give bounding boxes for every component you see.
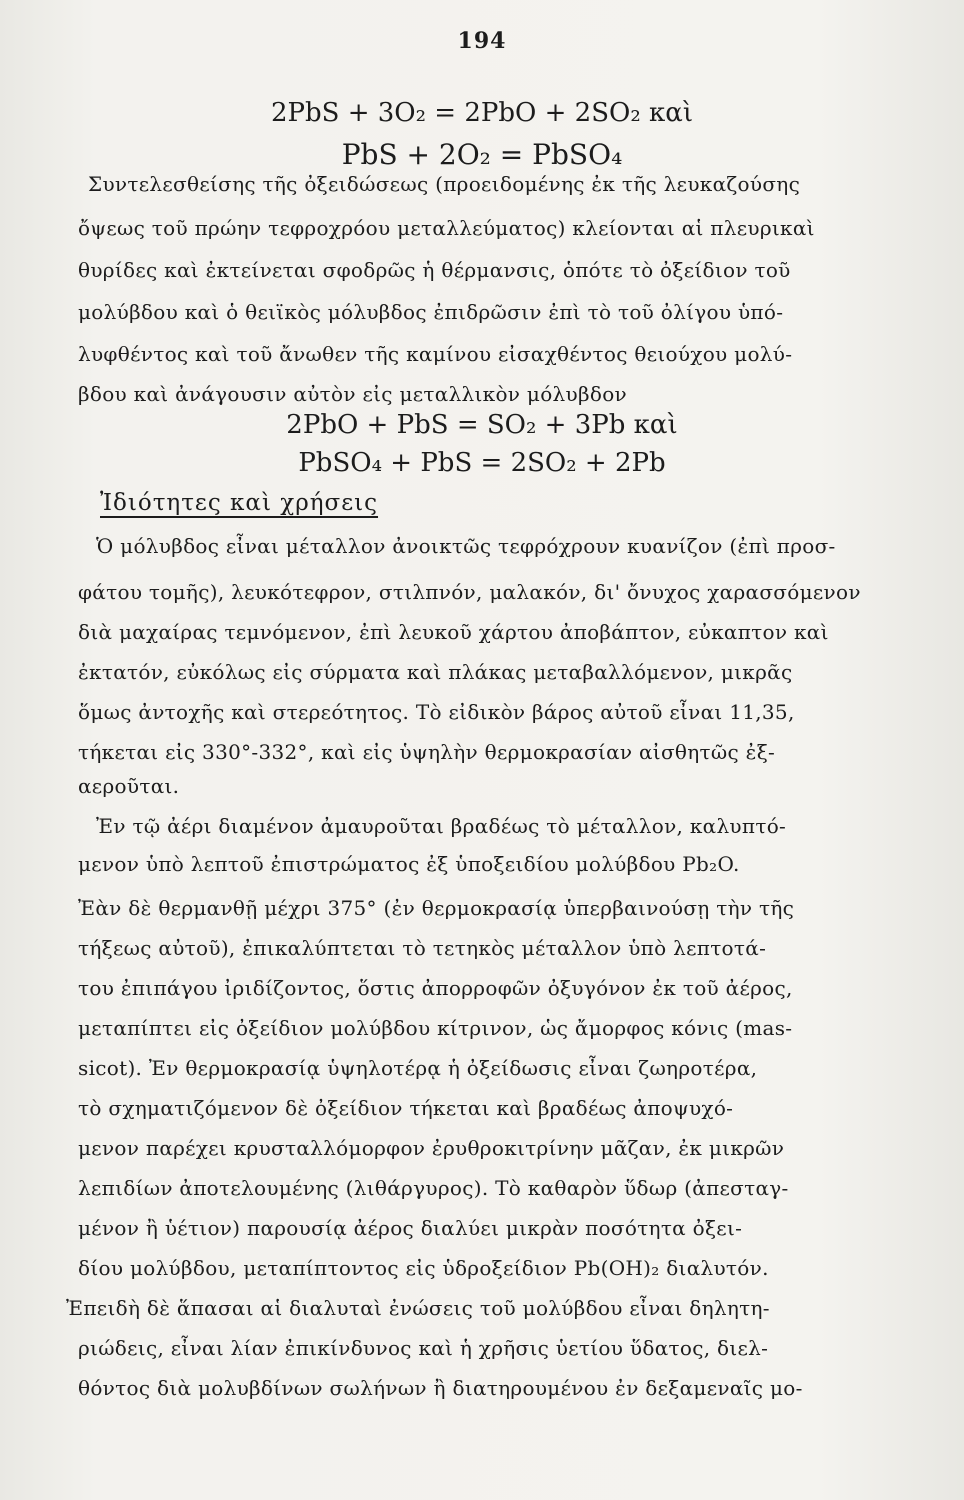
- text-line: Συντελεσθείσης τῆς ὀξειδώσεως (προειδομένης ἐκ τῆς λευκαζούσης: [88, 172, 801, 196]
- equation-reduction-2: PbSO₄ + PbS = 2SO₂ + 2Pb: [298, 448, 666, 478]
- text-line: ἐκτατόν, εὐκόλως εἰς σύρματα καὶ πλάκας μεταβαλλόμενον, μικρᾶς: [78, 660, 793, 684]
- text-line: Ἐπειδὴ δὲ ἅπασαι αἱ διαλυταὶ ἐνώσεις τοῦ μολύβδου εἶναι δηλητη-: [66, 1296, 770, 1320]
- text-line: Ἐν τῷ ἀέρι διαμένον ἀμαυροῦται βραδέως τὸ μέταλλον, καλυπτό-: [96, 814, 787, 838]
- text-line: φάτου τομῆς), λευκότεφρον, στιλπνόν, μαλακόν, δι' ὄνυχος χαρασσόμενον: [78, 580, 861, 604]
- text-line: Ἐὰν δὲ θερμανθῇ μέχρι 375° (ἐν θερμοκρασίᾳ ὑπερβαινούσῃ τὴν τῆς: [78, 896, 795, 920]
- text-line: sicot). Ἐν θερμοκρασίᾳ ὑψηλοτέρᾳ ἡ ὀξείδωσις εἶναι ζωηροτέρα,: [78, 1056, 758, 1080]
- equation-reduction-1: 2PbO + PbS = SO₂ + 3Pb καὶ: [286, 410, 678, 440]
- text-line: του ἐπιπάγου ἰριδίζοντος, ὅστις ἀπορροφῶν ὀξυγόνον ἐκ τοῦ ἀέρος,: [78, 976, 793, 1000]
- text-line: Ὁ μόλυβδος εἶναι μέταλλον ἀνοικτῶς τεφρόχρουν κυανίζον (ἐπὶ προσ-: [96, 534, 836, 558]
- text-line: ὅμως ἀντοχῆς καὶ στερεότητος. Τὸ εἰδικὸν βάρος αὐτοῦ εἶναι 11,35,: [78, 700, 795, 724]
- text-line: ριώδεις, εἶναι λίαν ἐπικίνδυνος καὶ ἡ χρῆσις ὑετίου ὕδατος, διελ-: [78, 1336, 769, 1360]
- text-line: μεταπίπτει εἰς ὀξείδιον μολύβδου κίτρινον, ὡς ἄμορφος κόνις (mas-: [78, 1016, 793, 1040]
- text-line: τὸ σχηματιζόμενον δὲ ὀξείδιον τήκεται καὶ βραδέως ἀποψυχό-: [78, 1096, 734, 1120]
- text-line: αεροῦται.: [78, 774, 180, 798]
- text-line: μενον παρέχει κρυσταλλόμορφον ἐρυθροκιτρίνην μᾶζαν, ἐκ μικρῶν: [78, 1136, 785, 1160]
- text-line: θυρίδες καὶ ἐκτείνεται σφοδρῶς ἡ θέρμανσις, ὁπότε τὸ ὀξείδιον τοῦ: [78, 258, 791, 282]
- page-number: 194: [457, 28, 507, 54]
- text-line: δίου μολύβδου, μεταπίπτοντος εἰς ὑδροξείδιον Pb(OH)₂ διαλυτόν.: [78, 1256, 769, 1280]
- equation-roasting-1: 2PbS + 3O₂ = 2PbO + 2SO₂ καὶ: [270, 98, 694, 128]
- section-heading: Ἰδιότητες καὶ χρήσεις: [100, 490, 379, 516]
- equation-roasting-2: PbS + 2O₂ = PbSO₄: [341, 138, 623, 171]
- text-line: μένον ἢ ὑέτιον) παρουσίᾳ ἀέρος διαλύει μικρὰν ποσότητα ὀξει-: [78, 1216, 743, 1240]
- text-line: λυφθέντος καὶ τοῦ ἄνωθεν τῆς καμίνου εἰσαχθέντος θειούχου μολύ-: [78, 342, 793, 366]
- text-line: τήκεται εἰς 330°-332°, καὶ εἰς ὑψηλὴν θερμοκρασίαν αἰσθητῶς ἐξ-: [78, 740, 776, 764]
- text-line: βδου καὶ ἀνάγουσιν αὐτὸν εἰς μεταλλικὸν μόλυβδον: [78, 382, 627, 406]
- text-line: θόντος διὰ μολυβδίνων σωλήνων ἢ διατηρουμένου ἐν δεξαμεναῖς μο-: [78, 1376, 803, 1400]
- text-line: διὰ μαχαίρας τεμνόμενον, ἐπὶ λευκοῦ χάρτου ἀποβάπτον, εὐκαπτον καὶ: [78, 620, 829, 644]
- text-line: λεπιδίων ἀποτελουμένης (λιθάργυρος). Τὸ καθαρὸν ὕδωρ (ἀπεσταγ-: [78, 1176, 789, 1200]
- text-line: μολύβδου καὶ ὁ θειϊκὸς μόλυβδος ἐπιδρῶσιν ἐπὶ τὸ τοῦ ὀλίγου ὑπό-: [78, 300, 784, 324]
- text-line: μενον ὑπὸ λεπτοῦ ἐπιστρώματος ἐξ ὑποξειδίου μολύβδου Pb₂O.: [78, 852, 740, 876]
- text-line: ὄψεως τοῦ πρώην τεφροχρόου μεταλλεύματος) κλείονται αἱ πλευρικαὶ: [78, 216, 815, 240]
- text-line: τήξεως αὐτοῦ), ἐπικαλύπτεται τὸ τετηκὸς μέταλλον ὑπὸ λεπτοτά-: [78, 936, 767, 960]
